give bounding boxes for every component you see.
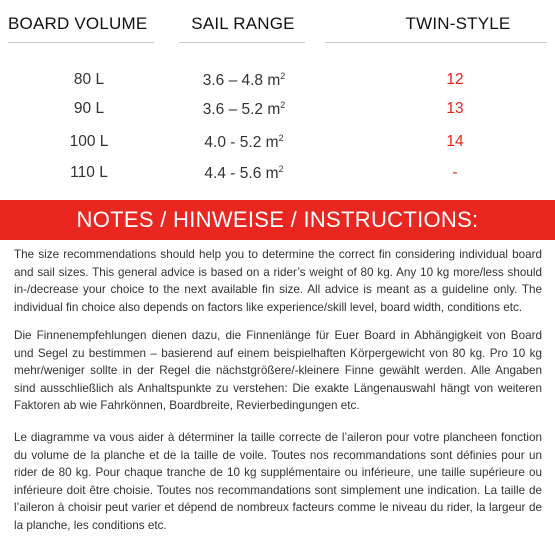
- table-row: [0, 71, 555, 95]
- sail-range-cell: 3.6 – 5.2 $m^2$: [202, 100, 286, 119]
- header-board-volume: BOARD VOLUME: [8, 14, 148, 33]
- sail-range-cell: 4.0 - 5.2 $m^2$: [204, 133, 284, 152]
- table-header: [0, 14, 555, 38]
- table-row: [0, 164, 555, 188]
- twin-style-cell: 13: [446, 100, 464, 117]
- notes-german: Die Finnenempfehlungen dienen dazu, die Finnenlänge für Euer Board in Abhängigkeit von Board und Segel zu bestimmen – basierend auf einem beispielhaften Körpergewicht von 80 kg. Pro 10 kg mehr/weniger sollte in der Regel die nächstgrößere/-kleinere Finne gewählt werden. Alle Angaben sind ausschließlich als Anhaltspunkte zu verstehen: Die exakte Längenauswahl hängt von weiteren Faktoren ab wie Fahrkönnen, Boardbreite, Revierbedingungen etc.: [14, 329, 542, 413]
- table-row: [0, 133, 555, 157]
- board-volume-cell: 80 L: [73, 71, 105, 88]
- twin-style-cell: -: [452, 164, 458, 181]
- header-rule: [325, 42, 547, 43]
- header-twin-style: TWIN-STYLE: [405, 14, 511, 33]
- board-volume-cell: 110 L: [70, 164, 108, 181]
- header-rule: [179, 42, 305, 43]
- board-volume-cell: 90 L: [73, 100, 105, 117]
- sail-range-cell: 4.4 - 5.6 $m^2$: [204, 164, 284, 183]
- sail-range-cell: 3.6 – 4.8 $m^2$: [202, 71, 286, 90]
- header-rule: [8, 42, 154, 43]
- notes-banner: NOTES / HINWEISE / INSTRUCTIONS:: [0, 200, 555, 240]
- twin-style-cell: 12: [446, 71, 464, 88]
- notes-french: Le diagramme va vous aider à déterminer la taille correcte de l’aileron pour votre plancheen fonction du volume de la planche et de la taille de voile. Toutes nos recommandations sont définies pour un rider de 80 kg. Pour chaque tranche de 10 kg supplémentaire ou inférieure, une taille supérieure ou inférieure doit être choisie. Toutes nos recommandations sont simplement une indication. La taille de l’aileron à choisir peut varier et dépend de nombreux facteurs comme le niveau du rider, la largeur de la planche, les conditions etc.: [14, 431, 542, 532]
- header-sail-range: SAIL RANGE: [191, 14, 295, 33]
- notes-english: The size recommendations should help you to determine the correct fin considering individual board and sail sizes. This general advice is based on a rider’s weight of 80 kg. Any 10 kg more/less should in-/decrease your choice to the next available fin size. All advice is meant as a guideline only. The individual fin choice also depends on factors like experience/skill level, board width, conditions etc.: [14, 248, 542, 314]
- twin-style-cell: 14: [446, 133, 464, 150]
- table-row: [0, 100, 555, 124]
- board-volume-cell: 100 L: [69, 133, 109, 150]
